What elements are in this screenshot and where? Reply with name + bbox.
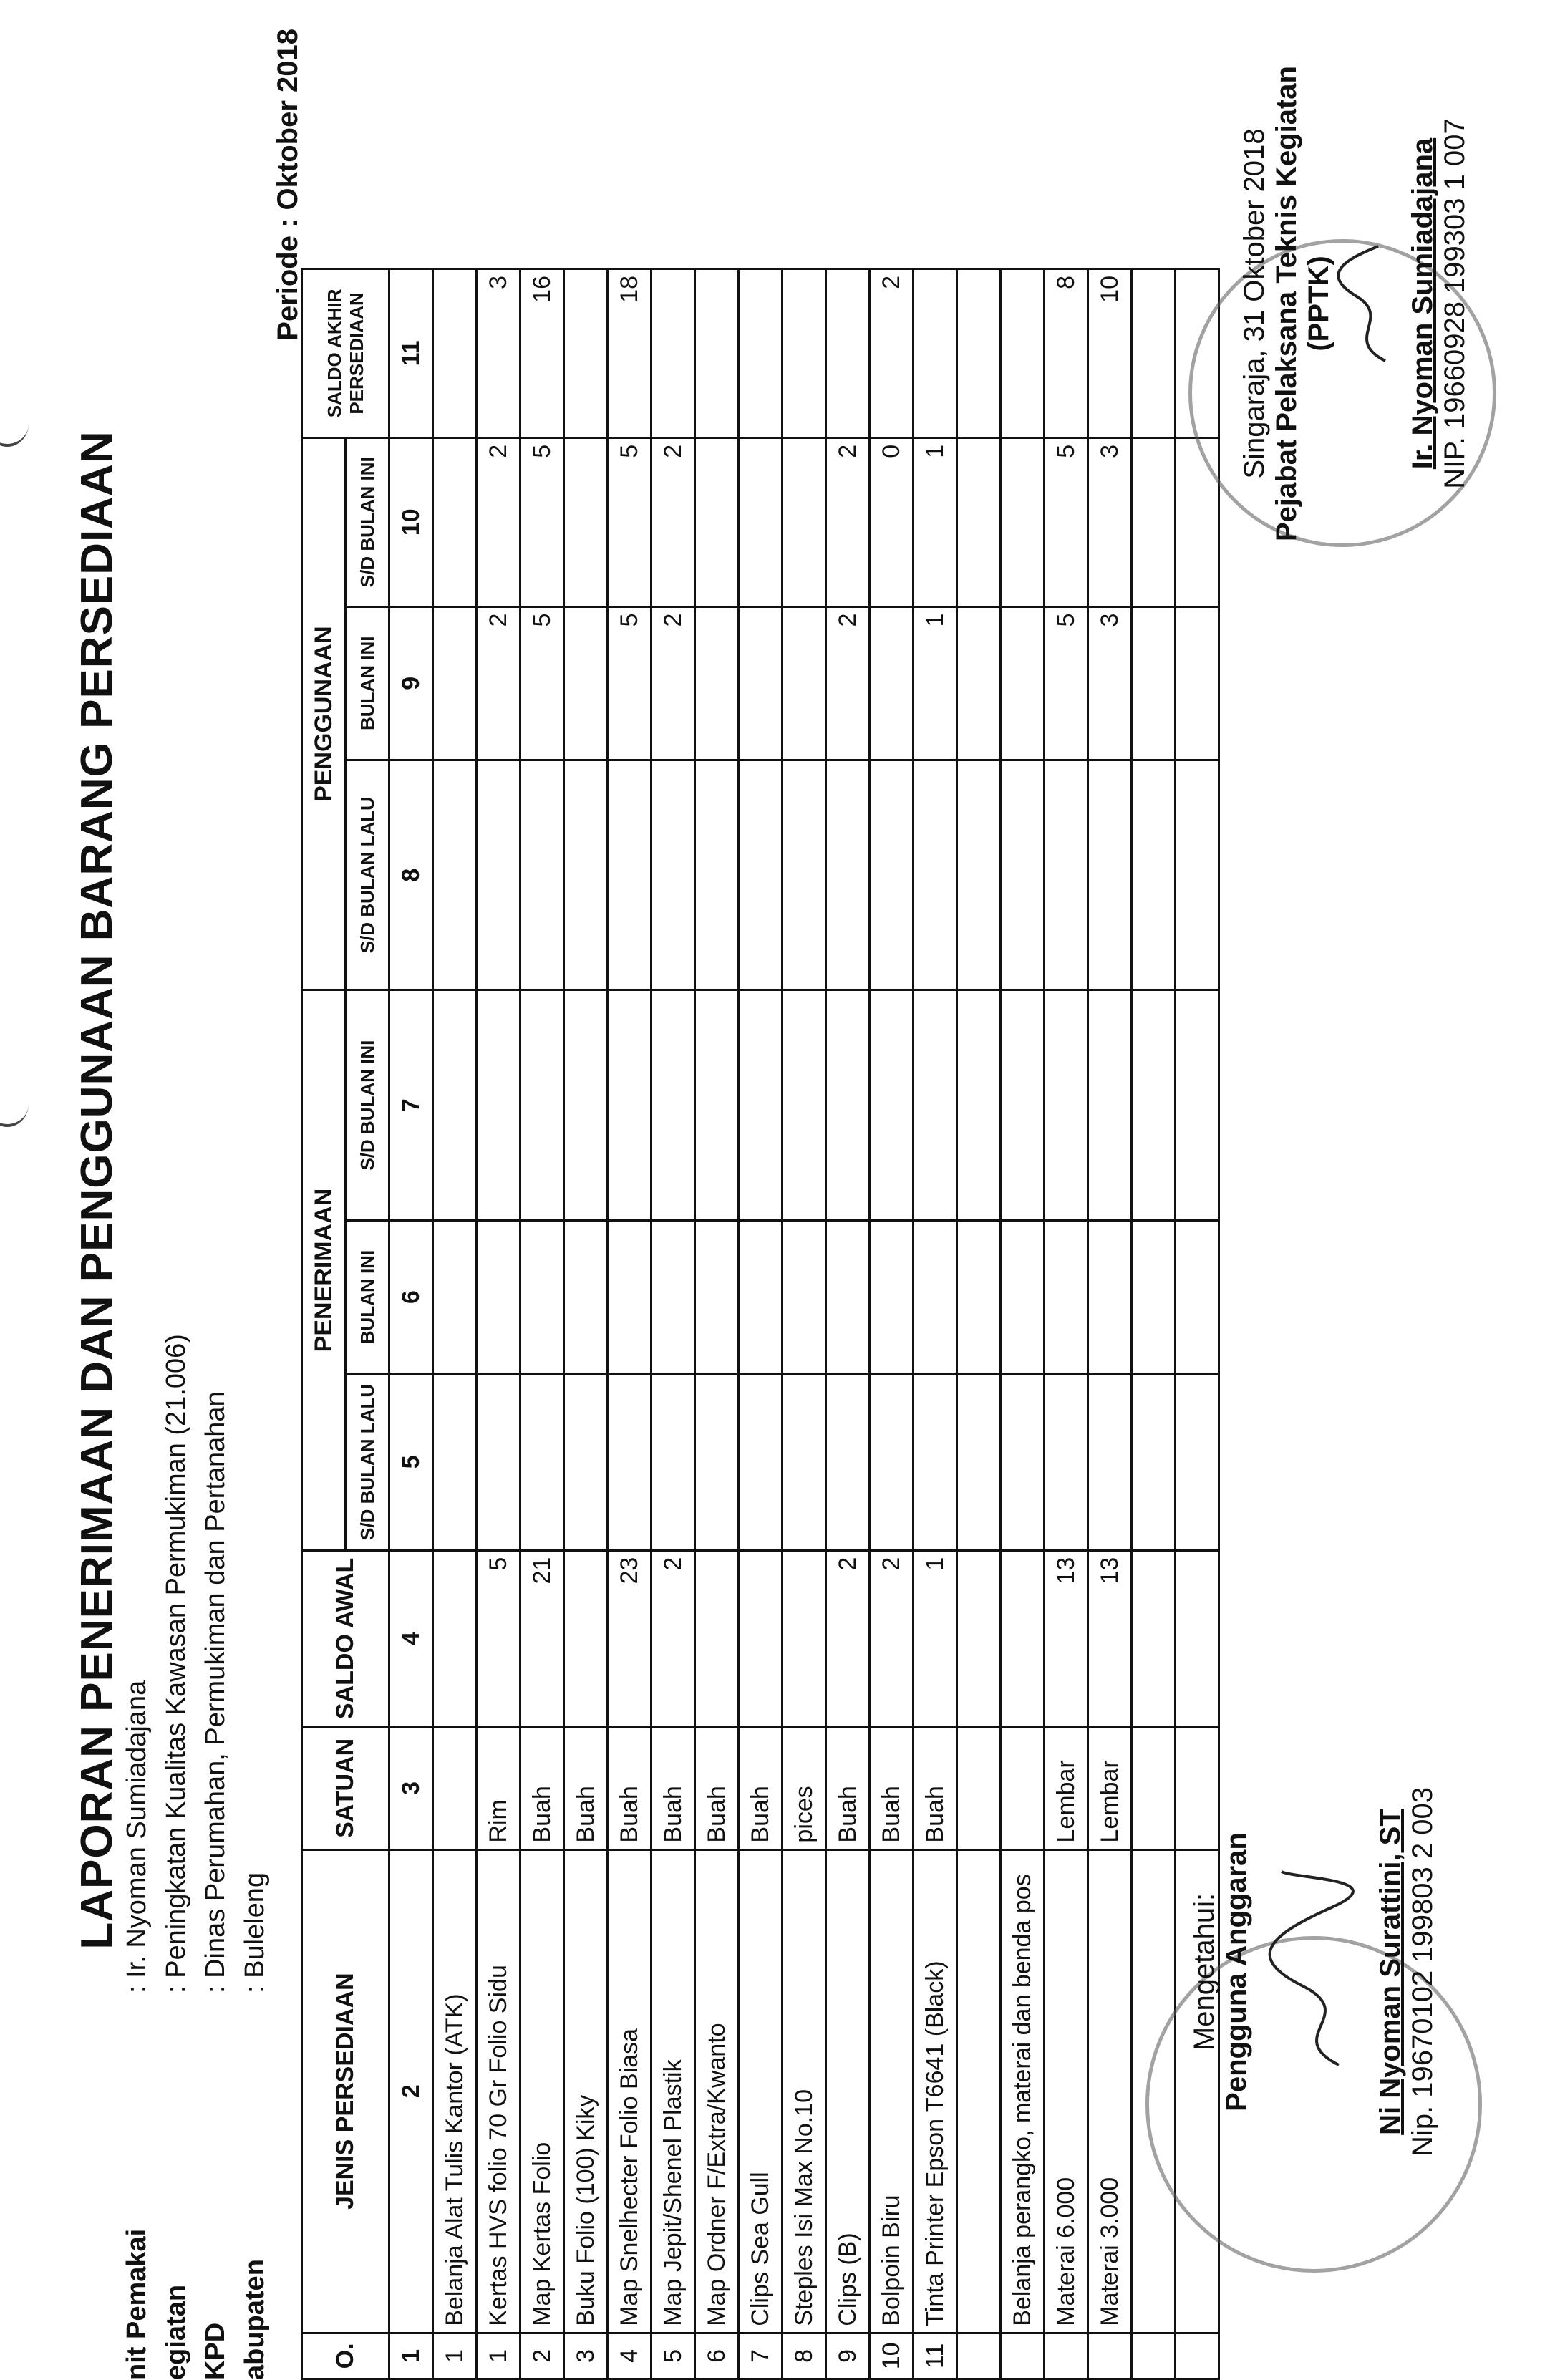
table-cell-c6	[477, 1220, 520, 1373]
column-number-row	[389, 269, 433, 2379]
table-cell-c5	[914, 1374, 957, 1550]
column-number: 9	[389, 606, 433, 760]
meta-value-kabupaten: : Buleleng	[240, 1872, 270, 1993]
table-cell-jenis: Belanja Alat Tulis Kantor (ATK)	[433, 1849, 477, 2333]
punch-hole-mark	[0, 401, 29, 447]
table-cell-jenis	[957, 1849, 1001, 2333]
table-cell-c10	[957, 437, 1001, 606]
table-cell-c5	[520, 1374, 564, 1550]
table-cell-satuan: Lembar	[1045, 1727, 1088, 1849]
table-row	[1001, 269, 1045, 2379]
table-cell-satuan: Buah	[651, 1727, 695, 1849]
table-cell-c11	[695, 269, 739, 438]
table-cell-c11: 16	[520, 269, 564, 438]
table-row	[520, 269, 564, 2379]
table-cell-satuan	[1001, 1727, 1045, 1849]
table-cell-c6	[564, 1220, 608, 1373]
sign-right-nip: NIP. 19660928 199303 1 007	[1439, 118, 1471, 489]
table-cell-c7	[1001, 990, 1045, 1220]
table-cell-c7	[1088, 990, 1132, 1220]
table-cell-c9	[433, 606, 477, 760]
table-cell-c10: 5	[1045, 437, 1088, 606]
table-row	[608, 269, 651, 2379]
table-cell-c9	[783, 606, 826, 760]
table-cell-satuan	[1132, 1727, 1176, 1849]
table-cell-c4	[1132, 1550, 1176, 1726]
column-number: 11	[389, 269, 433, 438]
table-cell-c4	[1176, 1550, 1219, 1726]
table-cell-c5	[695, 1374, 739, 1550]
table-cell-jenis: Map Ordner F/Extra/Kwanto	[695, 1849, 739, 2333]
table-row	[957, 269, 1001, 2379]
table-cell-c8	[739, 760, 783, 990]
table-cell-c10	[433, 437, 477, 606]
table-cell-c9: 2	[826, 606, 870, 760]
meta-label-kabupaten: abupaten	[240, 2259, 270, 2380]
table-cell-c10: 2	[651, 437, 695, 606]
table-cell-c5	[826, 1374, 870, 1550]
table-cell-c7	[477, 990, 520, 1220]
table-cell-c5	[433, 1374, 477, 1550]
table-cell-c5	[1176, 1374, 1219, 1550]
table-cell-c7	[695, 990, 739, 1220]
signature-block-right	[1239, 32, 1471, 576]
table-cell-c7	[1176, 990, 1219, 1220]
table-cell-no	[1088, 2333, 1132, 2379]
table-cell-jenis: Clips (B)	[826, 1849, 870, 2333]
table-cell-c7	[520, 990, 564, 1220]
table-cell-c7	[651, 990, 695, 1220]
table-cell-satuan	[433, 1727, 477, 1849]
table-cell-c9	[957, 606, 1001, 760]
table-cell-c8	[564, 760, 608, 990]
table-cell-c11	[783, 269, 826, 438]
table-cell-jenis: Bolpoin Biru	[870, 1849, 914, 2333]
table-cell-c6	[1088, 1220, 1132, 1373]
table-cell-c8	[783, 760, 826, 990]
meta-value-kegiatan: : Peningkatan Kualitas Kawasan Permukiman (21.006)	[161, 1334, 191, 1993]
sign-right-line3: (PPTK)	[1303, 256, 1334, 352]
table-cell-c7	[914, 990, 957, 1220]
table-cell-satuan: Buah	[914, 1727, 957, 1849]
table-cell-c10	[695, 437, 739, 606]
table-cell-c4	[739, 1550, 783, 1726]
table-cell-c6	[783, 1220, 826, 1373]
table-cell-c9: 2	[477, 606, 520, 760]
table-cell-c9	[564, 606, 608, 760]
table-cell-c7	[739, 990, 783, 1220]
table-cell-no: 3	[564, 2333, 608, 2379]
table-row	[433, 269, 477, 2379]
table-cell-jenis: Materai 6.000	[1045, 1849, 1088, 2333]
table-cell-no: 10	[870, 2333, 914, 2379]
table-cell-no	[1176, 2333, 1219, 2379]
table-cell-c9: 5	[520, 606, 564, 760]
header-penggunaan: PENGGUNAAN	[302, 437, 346, 990]
table-cell-no: 8	[783, 2333, 826, 2379]
inventory-table-body	[433, 269, 1219, 2379]
table-cell-c11	[564, 269, 608, 438]
report-period: Periode : Oktober 2018	[272, 29, 304, 341]
table-cell-c10: 2	[477, 437, 520, 606]
table-cell-satuan: Buah	[608, 1727, 651, 1849]
table-cell-c11	[1132, 269, 1176, 438]
table-row	[695, 269, 739, 2379]
table-cell-c9	[1176, 606, 1219, 760]
table-cell-c10: 3	[1088, 437, 1132, 606]
header-saldo-akhir-line1: SALDO AKHIR	[323, 289, 345, 418]
table-row	[1088, 269, 1132, 2379]
table-cell-c8	[695, 760, 739, 990]
table-cell-c11: 10	[1088, 269, 1132, 438]
table-cell-c7	[1045, 990, 1088, 1220]
table-cell-c4	[1001, 1550, 1045, 1726]
table-row	[564, 269, 608, 2379]
table-cell-satuan: Buah	[826, 1727, 870, 1849]
table-cell-no	[1045, 2333, 1088, 2379]
table-cell-c10: 2	[826, 437, 870, 606]
table-cell-c9: 5	[1045, 606, 1088, 760]
column-number: 2	[389, 1849, 433, 2333]
table-cell-c10: 1	[914, 437, 957, 606]
header-penerimaan-sd-bulan-ini: S/D BULAN INI	[346, 990, 389, 1220]
sign-left-line2: Pengguna Anggaran	[1221, 1832, 1252, 2111]
table-cell-jenis: Tinta Printer Epson T6641 (Black)	[914, 1849, 957, 2333]
meta-value-skpd: : Dinas Perumahan, Permukiman dan Pertanahan	[200, 1391, 231, 1993]
table-cell-no: 2	[520, 2333, 564, 2379]
table-cell-c5	[783, 1374, 826, 1550]
table-cell-no: 11	[914, 2333, 957, 2379]
table-cell-c6	[914, 1220, 957, 1373]
inventory-table	[301, 268, 1220, 2380]
table-cell-c4	[783, 1550, 826, 1726]
header-penerimaan-bulan-ini: BULAN INI	[346, 1220, 389, 1373]
handwritten-signature-right	[1335, 232, 1400, 375]
header-penggunaan-sd-bulan-lalu: S/D BULAN LALU	[346, 760, 389, 990]
table-cell-satuan: Buah	[739, 1727, 783, 1849]
table-cell-c11	[914, 269, 957, 438]
table-cell-jenis: Map Jepit/Shenel Plastik	[651, 1849, 695, 2333]
column-number: 3	[389, 1727, 433, 1849]
meta-label-unit: nit Pemakai	[122, 2228, 152, 2380]
table-row	[914, 269, 957, 2379]
table-cell-c5	[564, 1374, 608, 1550]
signature-block-left	[1188, 1721, 1439, 2222]
sign-right-name: Ir. Nyoman Sumiadajana	[1407, 137, 1438, 470]
table-cell-c4	[564, 1550, 608, 1726]
table-cell-no: 1	[433, 2333, 477, 2379]
table-cell-no: 4	[608, 2333, 651, 2379]
table-cell-c8	[826, 760, 870, 990]
table-cell-c4: 2	[870, 1550, 914, 1726]
table-cell-c4: 5	[477, 1550, 520, 1726]
table-cell-c9: 3	[1088, 606, 1132, 760]
table-cell-c6	[433, 1220, 477, 1373]
sign-left-name: Ni Nyoman Surattini, ST	[1375, 1809, 1406, 2135]
header-penerimaan: PENERIMAAN	[302, 990, 346, 1550]
table-cell-satuan: Buah	[870, 1727, 914, 1849]
table-cell-satuan: Rim	[477, 1727, 520, 1849]
header-penggunaan-sd-bulan-ini: S/D BULAN INI	[346, 437, 389, 606]
table-row	[1045, 269, 1088, 2379]
header-saldo-akhir-line2: PERSEDIAAN	[345, 292, 367, 415]
table-cell-c7	[433, 990, 477, 1220]
table-cell-c11: 2	[870, 269, 914, 438]
table-cell-c9	[870, 606, 914, 760]
table-cell-c6	[1132, 1220, 1176, 1373]
table-cell-c8	[477, 760, 520, 990]
table-cell-c4: 13	[1045, 1550, 1088, 1726]
table-cell-c8	[957, 760, 1001, 990]
table-cell-no	[957, 2333, 1001, 2379]
table-cell-jenis: Map Kertas Folio	[520, 1849, 564, 2333]
table-row	[651, 269, 695, 2379]
table-cell-c6	[651, 1220, 695, 1373]
table-cell-no: 9	[826, 2333, 870, 2379]
table-cell-c8	[1132, 760, 1176, 990]
table-cell-c9	[739, 606, 783, 760]
table-cell-no	[1132, 2333, 1176, 2379]
table-cell-c9	[1001, 606, 1045, 760]
header-saldo-awal: SALDO AWAL	[302, 1550, 389, 1726]
table-cell-c11	[739, 269, 783, 438]
table-cell-no	[1001, 2333, 1045, 2379]
table-cell-c4: 2	[651, 1550, 695, 1726]
table-cell-c11: 8	[1045, 269, 1088, 438]
table-cell-c9: 2	[651, 606, 695, 760]
report-title: LAPORAN PENERIMAAN DAN PENGGUNAAN BARANG PERSEDIAAN	[72, 430, 122, 1950]
table-cell-c6	[1001, 1220, 1045, 1373]
table-cell-c10: 0	[870, 437, 914, 606]
table-cell-c6	[739, 1220, 783, 1373]
table-cell-c8	[870, 760, 914, 990]
table-cell-c10	[1132, 437, 1176, 606]
table-cell-c8	[433, 760, 477, 990]
table-cell-c9: 1	[914, 606, 957, 760]
table-cell-c11	[957, 269, 1001, 438]
table-cell-c6	[957, 1220, 1001, 1373]
table-row	[739, 269, 783, 2379]
table-cell-c11	[433, 269, 477, 438]
table-cell-c5	[608, 1374, 651, 1550]
table-cell-satuan: pices	[783, 1727, 826, 1849]
table-cell-c6	[870, 1220, 914, 1373]
table-cell-c8	[1001, 760, 1045, 990]
column-number: 6	[389, 1220, 433, 1373]
table-cell-jenis: Map Snelhecter Folio Biasa	[608, 1849, 651, 2333]
table-cell-c7	[826, 990, 870, 1220]
table-cell-c7	[783, 990, 826, 1220]
table-cell-c6	[695, 1220, 739, 1373]
meta-value-unit: : Ir. Nyoman Sumiadajana	[122, 1680, 152, 1993]
table-cell-c6	[608, 1220, 651, 1373]
column-number: 7	[389, 990, 433, 1220]
table-cell-c11: 3	[477, 269, 520, 438]
table-cell-c4: 21	[520, 1550, 564, 1726]
table-cell-c4: 23	[608, 1550, 651, 1726]
header-no: O.	[302, 2333, 389, 2379]
header-saldo-akhir	[302, 269, 389, 438]
table-cell-c5	[651, 1374, 695, 1550]
table-cell-jenis: Belanja perangko, materai dan benda pos	[1001, 1849, 1045, 2333]
sign-left-line1: Mengetahui:	[1188, 1892, 1220, 2051]
table-cell-c8	[1176, 760, 1219, 990]
table-cell-c4	[695, 1550, 739, 1726]
table-row	[783, 269, 826, 2379]
table-cell-no: 6	[695, 2333, 739, 2379]
punch-hole-mark	[0, 1081, 29, 1127]
table-cell-jenis: Buku Folio (100) Kiky	[564, 1849, 608, 2333]
table-cell-c11	[651, 269, 695, 438]
table-cell-c10	[739, 437, 783, 606]
table-cell-c11: 18	[608, 269, 651, 438]
table-cell-c9: 5	[608, 606, 651, 760]
table-cell-c8	[608, 760, 651, 990]
table-cell-c4: 2	[826, 1550, 870, 1726]
table-cell-c7	[564, 990, 608, 1220]
table-cell-jenis: Kertas HVS folio 70 Gr Folio Sidu	[477, 1849, 520, 2333]
header-penerimaan-sd-bulan-lalu: S/D BULAN LALU	[346, 1374, 389, 1550]
table-cell-c6	[826, 1220, 870, 1373]
table-cell-no: 1	[477, 2333, 520, 2379]
sign-left-nip: Nip. 19670102 199803 2 003	[1407, 1787, 1438, 2157]
table-row	[826, 269, 870, 2379]
table-cell-c5	[1088, 1374, 1132, 1550]
table-cell-c7	[608, 990, 651, 1220]
sign-right-line2: Pejabat Pelaksana Teknis Kegiatan	[1271, 66, 1302, 542]
table-cell-c5	[739, 1374, 783, 1550]
header-jenis: JENIS PERSEDIAAN	[302, 1849, 389, 2333]
table-cell-c8	[1045, 760, 1088, 990]
table-cell-c5	[957, 1374, 1001, 1550]
table-cell-jenis: Materai 3.000	[1088, 1849, 1132, 2333]
table-cell-c11	[1001, 269, 1045, 438]
handwritten-signature-left	[1253, 1864, 1367, 2079]
table-cell-c6	[520, 1220, 564, 1373]
table-cell-satuan: Buah	[695, 1727, 739, 1849]
meta-label-kegiatan: egiatan	[161, 2284, 191, 2380]
table-row	[870, 269, 914, 2379]
header-satuan: SATUAN	[302, 1727, 389, 1849]
meta-label-skpd: KPD	[200, 2322, 231, 2380]
table-cell-c5	[1132, 1374, 1176, 1550]
table-cell-c8	[914, 760, 957, 990]
table-cell-c10	[783, 437, 826, 606]
table-cell-c10	[1001, 437, 1045, 606]
table-cell-jenis: Clips Sea Gull	[739, 1849, 783, 2333]
table-cell-c10: 5	[608, 437, 651, 606]
table-cell-satuan: Buah	[520, 1727, 564, 1849]
table-cell-c7	[1132, 990, 1176, 1220]
table-cell-c9	[695, 606, 739, 760]
table-cell-c4	[433, 1550, 477, 1726]
table-cell-c8	[520, 760, 564, 990]
table-cell-c4: 13	[1088, 1550, 1132, 1726]
table-cell-c8	[1088, 760, 1132, 990]
column-number: 10	[389, 437, 433, 606]
table-cell-c5	[1045, 1374, 1088, 1550]
table-cell-c7	[957, 990, 1001, 1220]
table-cell-c6	[1045, 1220, 1088, 1373]
table-cell-c4: 1	[914, 1550, 957, 1726]
table-cell-c7	[870, 990, 914, 1220]
table-cell-c5	[477, 1374, 520, 1550]
table-cell-c9	[1132, 606, 1176, 760]
table-row	[477, 269, 520, 2379]
header-penggunaan-bulan-ini: BULAN INI	[346, 606, 389, 760]
column-number: 8	[389, 760, 433, 990]
table-cell-c5	[1001, 1374, 1045, 1550]
table-cell-c8	[651, 760, 695, 990]
table-cell-satuan: Buah	[564, 1727, 608, 1849]
table-cell-c5	[870, 1374, 914, 1550]
column-number: 5	[389, 1374, 433, 1550]
sign-right-line1: Singaraja, 31 Oktober 2018	[1239, 128, 1270, 479]
table-cell-c6	[1176, 1220, 1219, 1373]
column-number: 4	[389, 1550, 433, 1726]
table-cell-c10: 5	[520, 437, 564, 606]
table-cell-c4	[957, 1550, 1001, 1726]
table-cell-no: 5	[651, 2333, 695, 2379]
table-cell-no: 7	[739, 2333, 783, 2379]
table-cell-satuan: Lembar	[1088, 1727, 1132, 1849]
table-cell-c10	[564, 437, 608, 606]
table-cell-jenis: Steples Isi Max No.10	[783, 1849, 826, 2333]
column-number: 1	[389, 2333, 433, 2379]
table-cell-satuan	[957, 1727, 1001, 1849]
table-cell-c11	[826, 269, 870, 438]
